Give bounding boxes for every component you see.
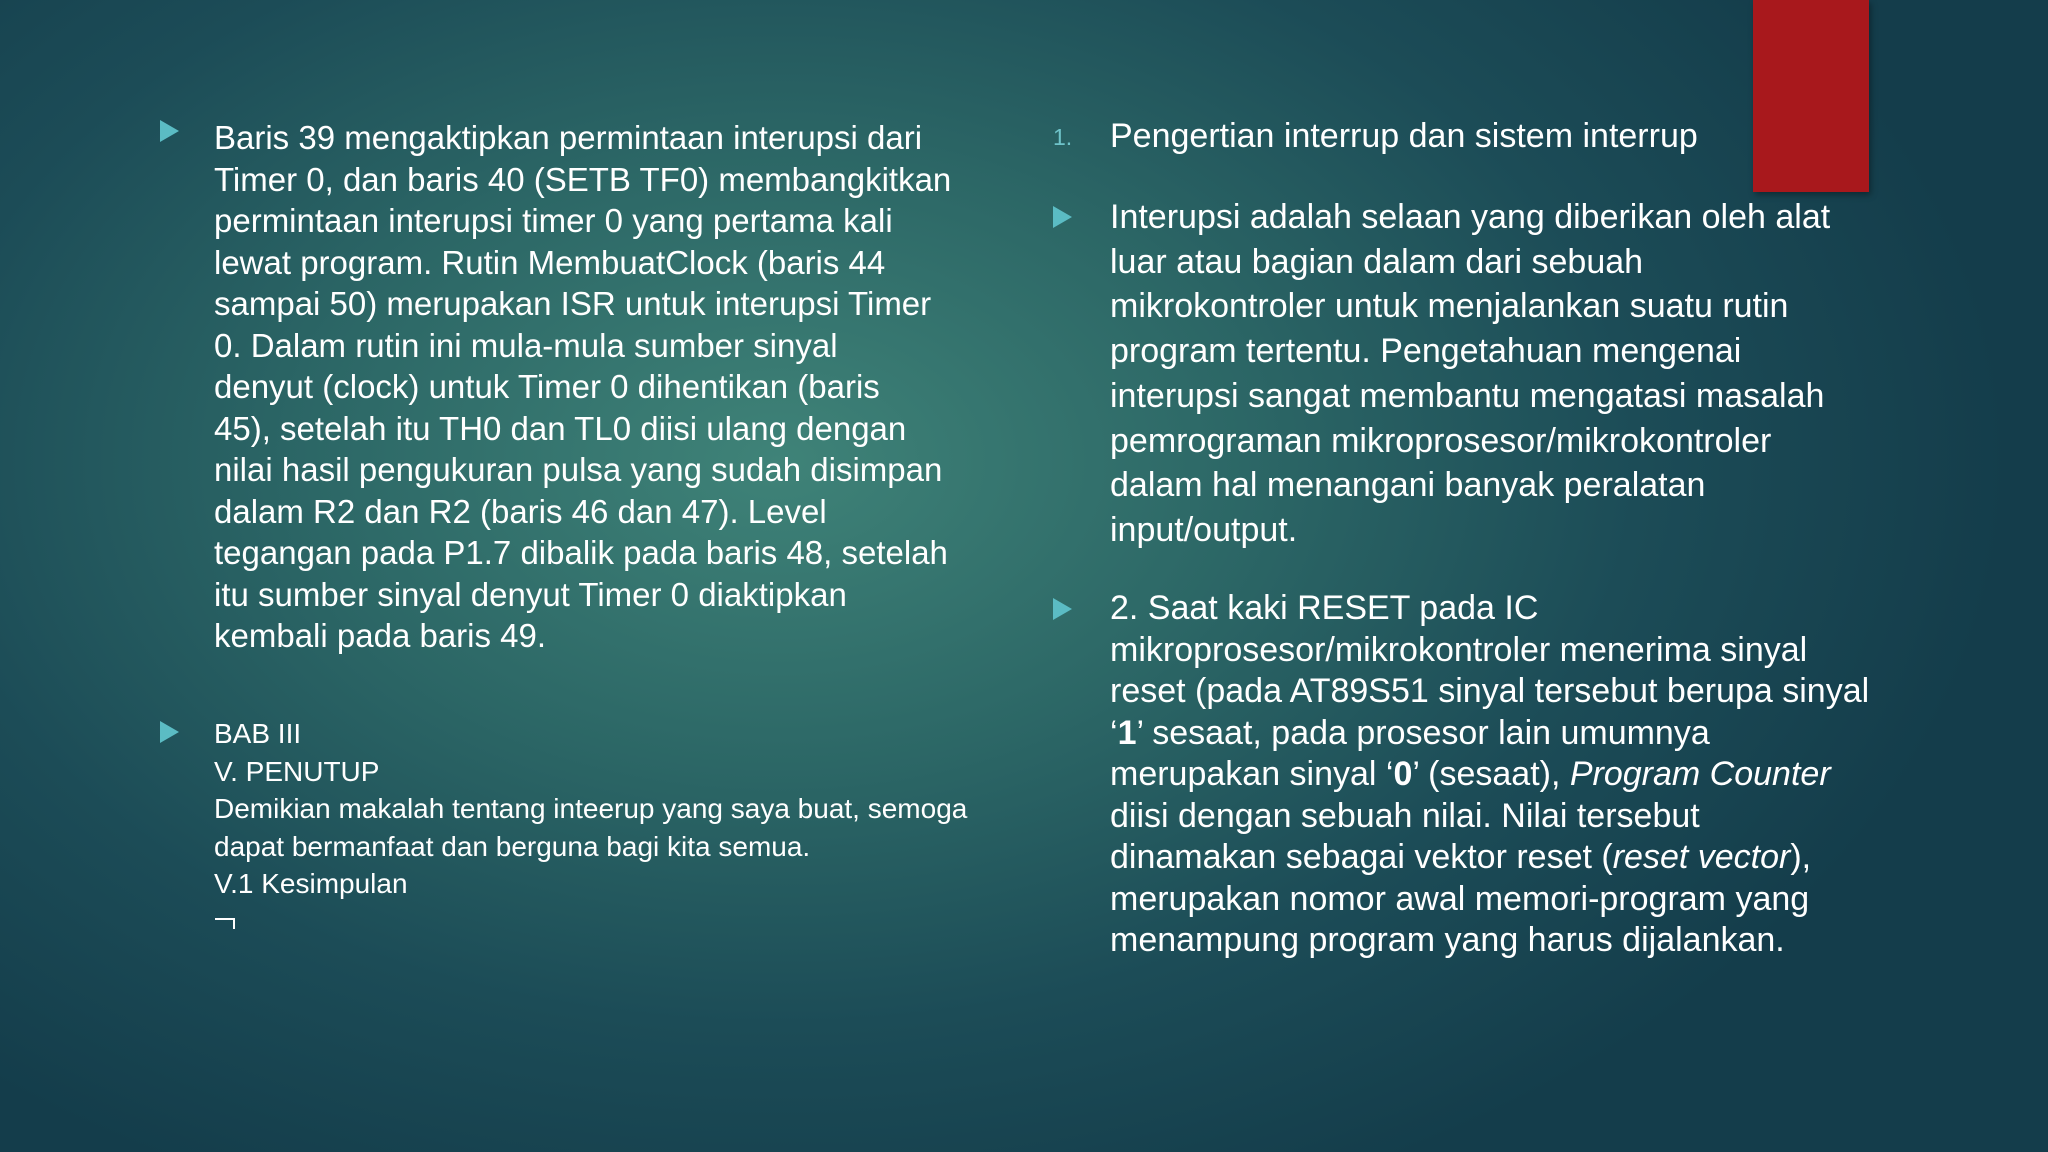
triangle-bullet-icon — [160, 721, 179, 743]
bab-heading: BAB III — [214, 718, 302, 749]
closing-text: Demikian makalah tentang inteerup yang saya buat, semoga dapat bermanfaat dan berguna bagi kita semua. — [214, 793, 968, 862]
red-accent-bar — [1753, 0, 1869, 192]
penutup-heading: V. PENUTUP — [214, 755, 380, 787]
left-paragraph-1: Baris 39 mengaktipkan permintaan interupsi dari Timer 0, dan baris 40 (SETB TF0) membangkitkan permintaan interupsi timer 0 yang pertama kali lewat program. Rutin MembuatClock (baris 44 sampai 50) merupakan ISR untuk interupsi Timer 0. Dalam rutin ini mula-mula sumber sinyal denyut (clock) untuk Timer 0 dihentikan (baris 45), setelah itu TH0 dan TL0 diisi ulang dengan nilai hasil pengukuran pulsa yang sudah disimpan dalam R2 dan R2 (baris 46 dan 47). Level tegangan pada P1.7 dibalik pada baris 48, setelah itu sumber sinyal denyut Timer 0 diaktipkan kembali pada baris 49. — [214, 119, 952, 654]
p2-bold-zero: 0 — [1393, 755, 1413, 793]
right-paragraph-1: Interupsi adalah selaan yang diberikan oleh alat luar atau bagian dalam dari sebuah mikrokontroler untuk menjalankan suatu rutin program tertentu. Pengetahuan mengenai interupsi sangat membantu mengatasi masalah pemrograman mikroprosesor/mikrokontroler dalam hal menangani banyak peralatan input/output. — [1110, 198, 1831, 549]
p2-italic-program-counter: Program Counter — [1569, 755, 1831, 793]
left-closing-block — [214, 715, 967, 903]
right-numbered-heading — [1053, 114, 1853, 159]
p2-text-a: 2. Saat kaki RESET pada IC mikroprosesor/mikrokontroler menerima sinyal reset (pada AT89S51 sinyal tersebut berupa sinyal ‘ — [1110, 589, 1870, 752]
triangle-bullet-icon — [160, 120, 179, 142]
p2-bold-one: 1 — [1117, 713, 1137, 752]
triangle-bullet-icon — [1053, 598, 1072, 620]
p2-italic-reset-vector: reset vector — [1612, 838, 1791, 876]
heading-number: 1. — [1053, 124, 1073, 150]
right-heading: Pengertian interrup dan sistem interrup — [1110, 117, 1698, 155]
left-bullet-item-1 — [160, 117, 1010, 657]
right-paragraph-2 — [1110, 588, 1869, 962]
p2-text-b: ’ sesaat, pada prosesor lain umumnya merupakan sinyal ‘ — [1110, 713, 1710, 793]
p2-text-d: diisi dengan sebuah nilai. Nilai tersebut dinamakan sebagai vektor reset ( — [1110, 796, 1700, 876]
p2-text-e: ), merupakan nomor awal memori-program yang menampung program yang harus dijalankan. — [1110, 838, 1812, 959]
right-bullet-item-2 — [1053, 588, 1913, 962]
p2-text-c: ’ (sesaat), — [1412, 755, 1570, 793]
triangle-bullet-icon — [1053, 206, 1072, 228]
right-bullet-item-1 — [1053, 195, 1913, 553]
left-bullet-item-2 — [160, 715, 1040, 903]
kesimpulan-heading: V.1 Kesimpulan — [214, 868, 408, 899]
corner-mark-icon — [215, 918, 235, 929]
